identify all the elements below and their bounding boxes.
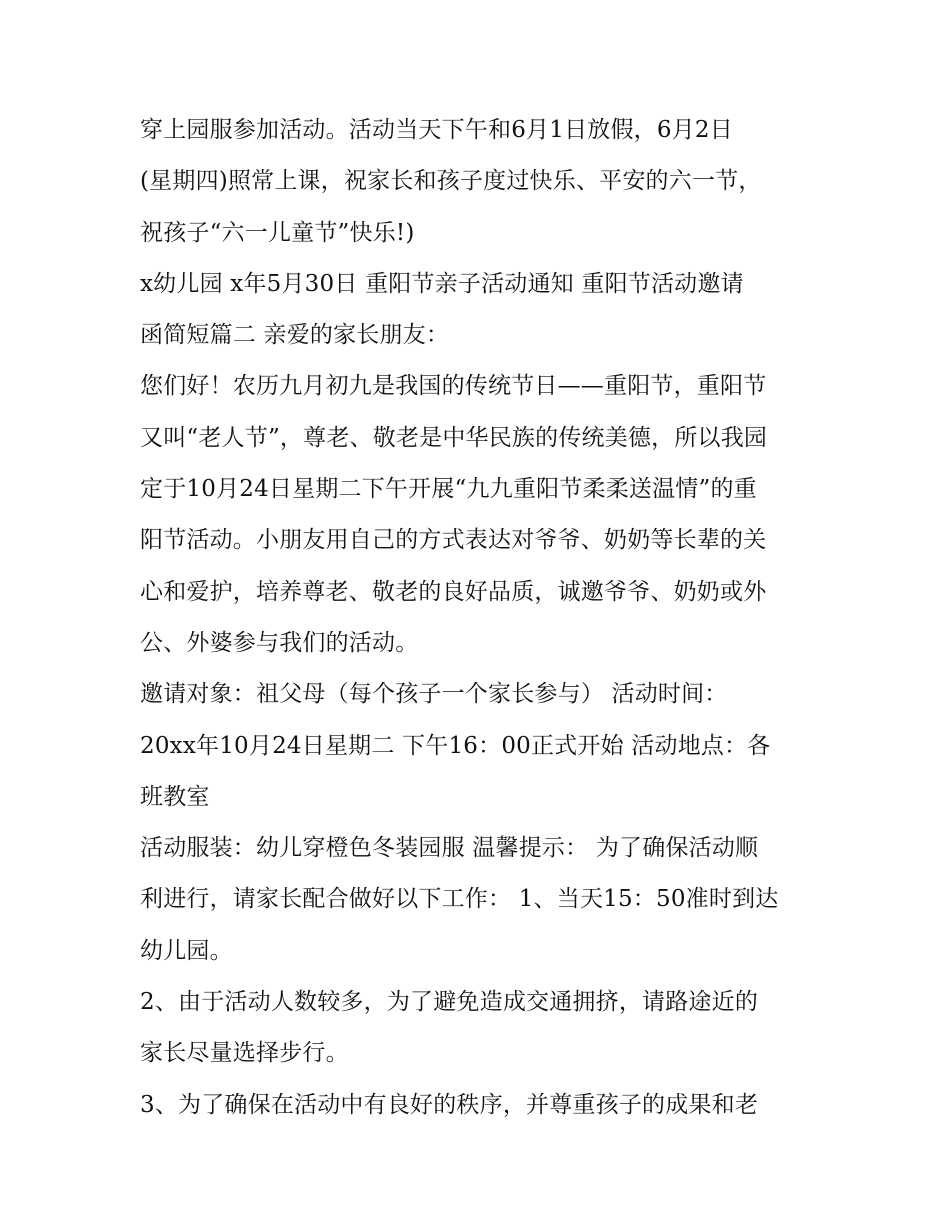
text-line: 定于10月24日星期二下午开展“九九重阳节柔柔送温情”的重 [140, 476, 757, 503]
text-line: 穿上园服参加活动。活动当天下午和6月1日放假，6月2日 [140, 117, 733, 143]
text-line: x幼儿园 x年5月30日 重阳节亲子活动通知 重阳节活动邀请 [140, 270, 744, 297]
text-line: 活动服装：幼儿穿橙色冬装园服 温馨提示： 为了确保活动顺 [140, 835, 759, 862]
document-body-text [140, 108, 820, 1134]
text-line: 3、为了确保在活动中有良好的秩序，并尊重孩子的成果和老 [140, 1091, 759, 1118]
text-line: 函简短篇二 亲爱的家长朋友： [140, 322, 450, 349]
text-line: 心和爱护，培养尊老、敬老的良好品质，诚邀爷爷、奶奶或外 [140, 578, 767, 605]
text-line: 班教室 [140, 783, 210, 810]
text-line: 祝孩子“六一儿童节”快乐!) [140, 219, 415, 246]
text-line: 2、由于活动人数较多，为了避免造成交通拥挤，请路途近的 [140, 989, 759, 1016]
text-line: 幼儿园。 [140, 937, 233, 964]
text-line: 又叫“老人节”，尊老、敬老是中华民族的传统美德，所以我园 [140, 424, 768, 451]
text-line: (星期四)照常上课，祝家长和孩子度过快乐、平安的六一节， [140, 168, 762, 195]
text-line: 家长尽量选择步行。 [140, 1040, 349, 1067]
text-line: 邀请对象：祖父母（每个孩子一个家长参与） 活动时间： [140, 681, 728, 708]
text-line: 阳节活动。小朋友用自己的方式表达对爷爷、奶奶等长辈的关 [140, 527, 767, 554]
text-line: 20xx年10月24日星期二 下午16：00正式开始 活动地点：各 [140, 732, 771, 759]
text-line: 公、外婆参与我们的活动。 [140, 629, 419, 656]
text-line: 您们好！农历九月初九是我国的传统节日——重阳节，重阳节 [140, 373, 767, 400]
text-line: 利进行，请家长配合做好以下工作： 1、当天15：50准时到达 [140, 886, 779, 913]
